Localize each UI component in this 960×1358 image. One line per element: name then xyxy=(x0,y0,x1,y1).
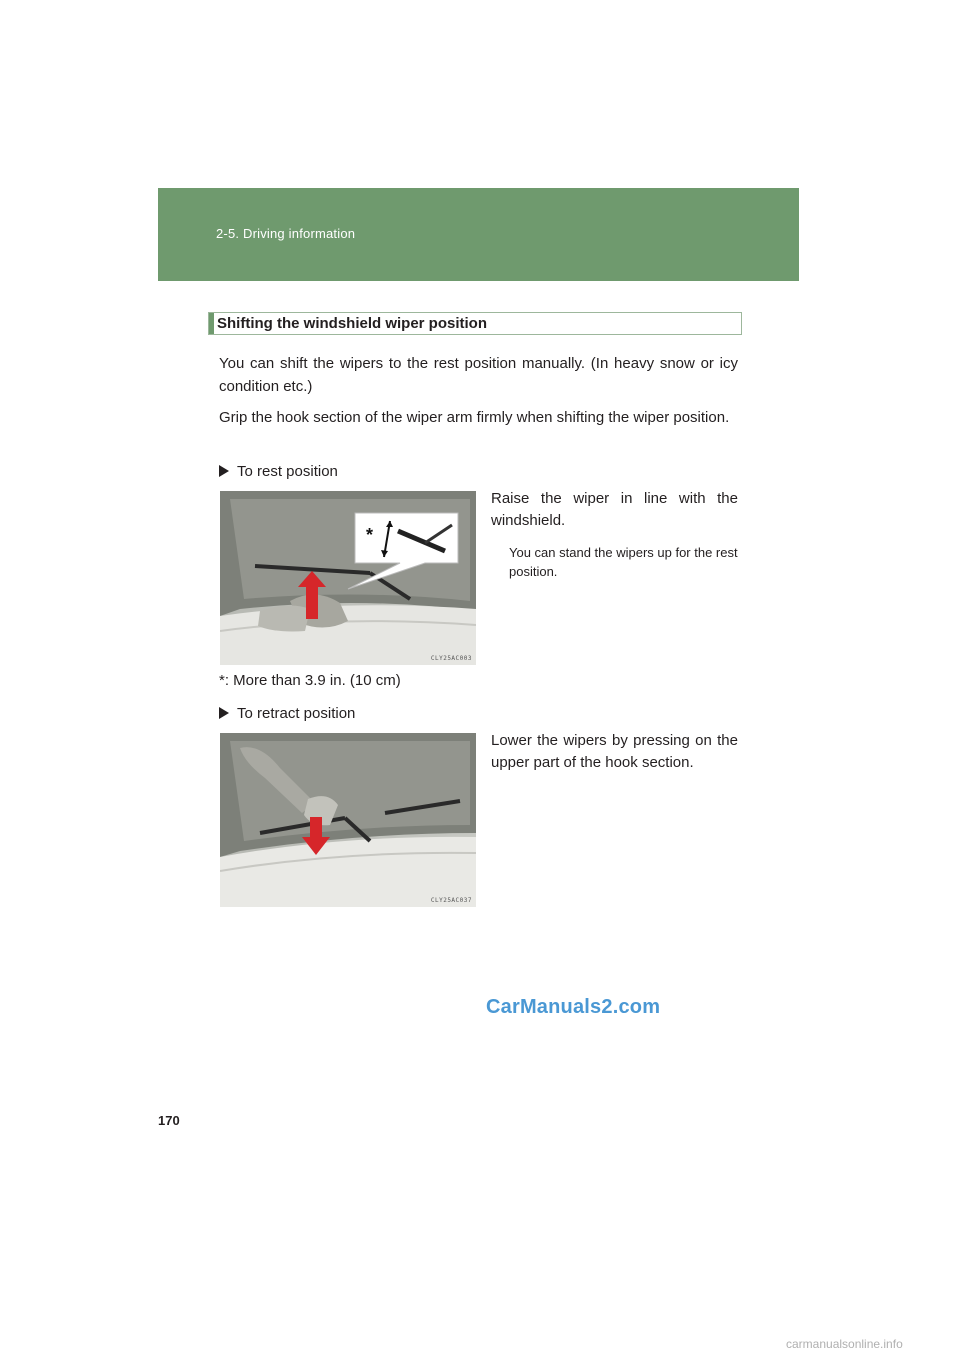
rest-note: You can stand the wipers up for the rest position. xyxy=(509,545,738,579)
right-triangle-icon xyxy=(219,465,229,477)
page-number: 170 xyxy=(158,1113,180,1128)
intro-paragraph: You can shift the wipers to the rest position manually. (In heavy snow or icy condition etc.) xyxy=(219,355,738,395)
section-heading xyxy=(208,312,742,335)
retract-position-label: To retract position xyxy=(237,705,356,722)
rest-instruction: Raise the wiper in line with the windshield. xyxy=(491,490,738,529)
rest-position-photo xyxy=(220,491,476,665)
photo-code: CLY25AC037 xyxy=(430,897,472,904)
grip-paragraph: Grip the hook section of the wiper arm firmly when shifting the wiper position. xyxy=(219,409,730,426)
heading-text: Shifting the windshield wiper position xyxy=(217,315,487,332)
retract-position-heading xyxy=(219,704,355,724)
rest-position-heading xyxy=(219,462,338,482)
retract-instruction: Lower the wipers by pressing on the upper part of the hook section. xyxy=(491,732,738,771)
rest-position-label: To rest position xyxy=(237,463,338,480)
header-band xyxy=(158,188,799,281)
heading-accent-bar xyxy=(209,313,214,334)
section-title: 2-5. Driving information xyxy=(216,226,356,241)
retract-position-photo xyxy=(220,733,476,907)
photo-code: CLY25AC003 xyxy=(430,655,472,662)
watermark-logo: CarManuals2.com xyxy=(486,996,661,1018)
footnote: *: More than 3.9 in. (10 cm) xyxy=(219,672,401,689)
bottom-watermark: carmanualsonline.info xyxy=(786,1337,903,1351)
right-triangle-icon xyxy=(219,707,229,719)
callout-asterisk: * xyxy=(366,525,374,545)
